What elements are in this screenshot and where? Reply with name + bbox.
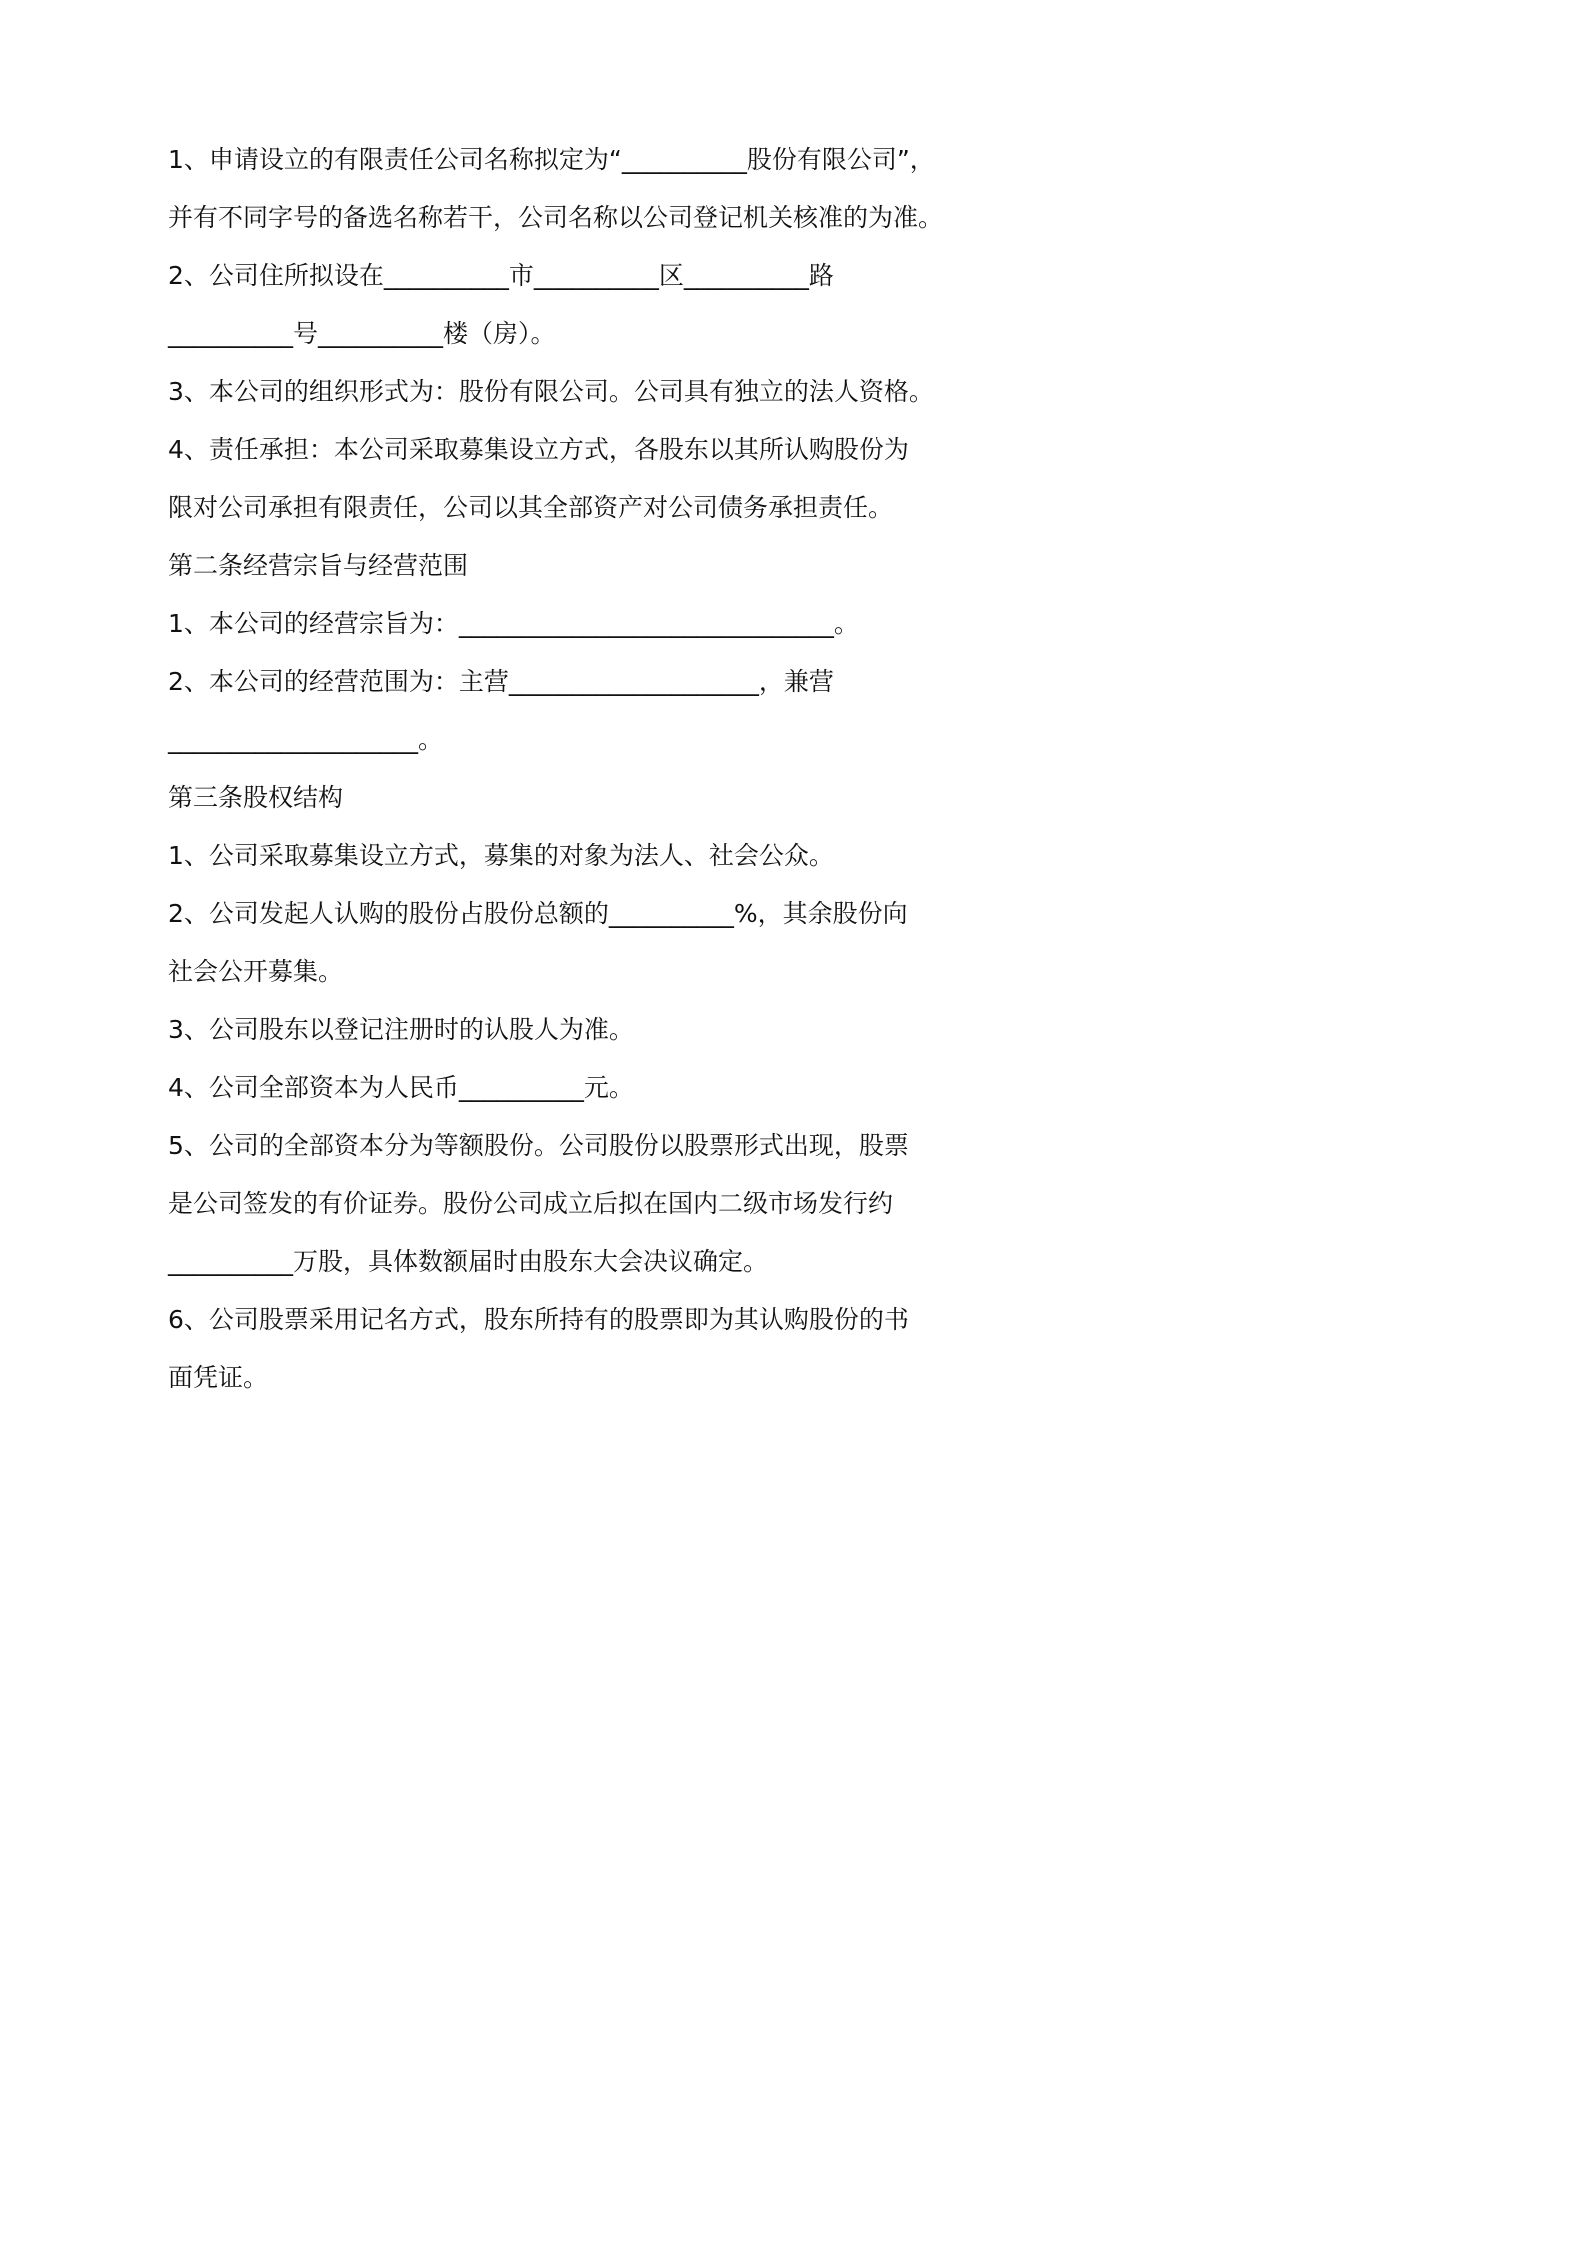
text-line: 社会公开募集。 <box>168 957 344 986</box>
text-line: __________万股，具体数额届时由股东大会决议确定。 <box>168 1247 769 1276</box>
text-line: 限对公司承担有限责任，公司以其全部资产对公司债务承担责任。 <box>168 493 894 522</box>
document-page <box>0 0 1106 1564</box>
text-line: __________号__________楼（房）。 <box>168 319 556 348</box>
text-line: 并有不同字号的备选名称若干，公司名称以公司登记机关核准的为准。 <box>168 203 944 232</box>
section-heading: 第三条股权结构 <box>168 783 344 812</box>
text-line: 1、本公司的经营宗旨为：______________________________。 <box>168 609 859 638</box>
text-line: ____________________。 <box>168 725 444 754</box>
text-line: 是公司签发的有价证券。股份公司成立后拟在国内二级市场发行约 <box>168 1189 894 1218</box>
text-line: 3、公司股东以登记注册时的认股人为准。 <box>168 1015 634 1044</box>
text-line: 2、公司发起人认购的股份占股份总额的__________%，其余股份向 <box>168 899 908 928</box>
section-heading: 第二条经营宗旨与经营范围 <box>168 551 469 580</box>
text-line: 6、公司股票采用记名方式，股东所持有的股票即为其认购股份的书 <box>168 1305 909 1334</box>
text-line: 4、责任承担：本公司采取募集设立方式，各股东以其所认购股份为 <box>168 435 909 464</box>
text-line: 5、公司的全部资本分为等额股份。公司股份以股票形式出现，股票 <box>168 1131 909 1160</box>
text-line: 4、公司全部资本为人民币__________元。 <box>168 1073 634 1102</box>
text-line: 1、公司采取募集设立方式，募集的对象为法人、社会公众。 <box>168 841 834 870</box>
text-line: 1、申请设立的有限责任公司名称拟定为“__________股份有限公司”， <box>168 145 935 174</box>
text-line: 3、本公司的组织形式为：股份有限公司。公司具有独立的法人资格。 <box>168 377 934 406</box>
text-line: 2、公司住所拟设在__________市__________区__________路 <box>168 261 834 290</box>
text-line: 2、本公司的经营范围为：主营____________________，兼营 <box>168 667 834 696</box>
text-line: 面凭证。 <box>168 1363 269 1392</box>
